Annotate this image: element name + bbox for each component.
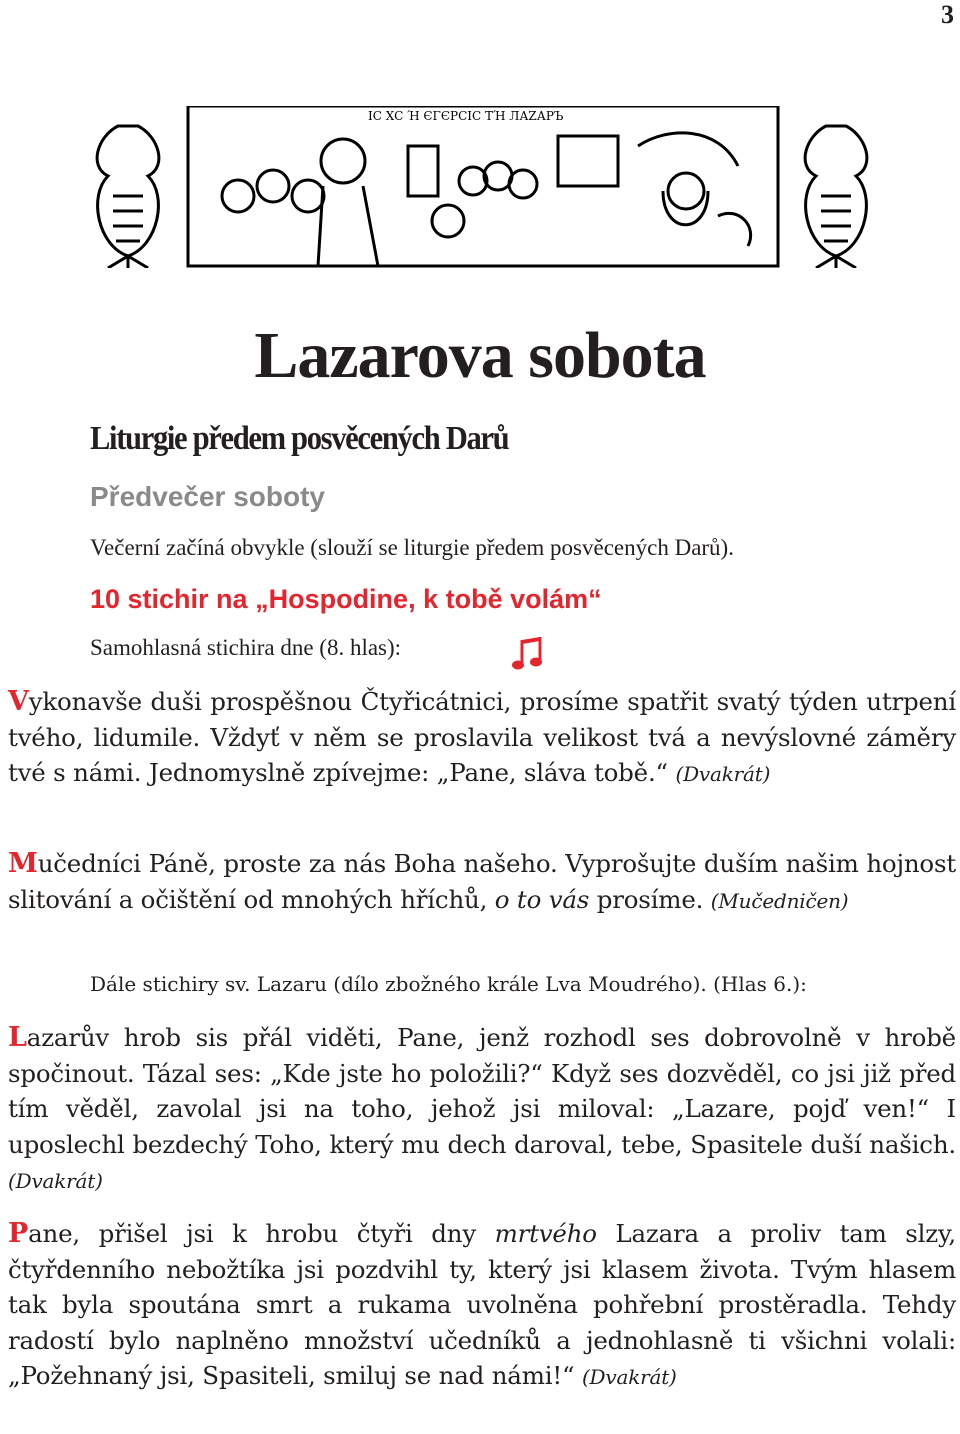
verse-italic: mrtvého (494, 1219, 597, 1248)
repeat-note: (Dvakrát) (8, 1169, 103, 1194)
verse-text: ane, přišel jsi k hrobu čtyři dny (28, 1219, 495, 1248)
stichira-heading: 10 stichir na „Hospodine, k tobě volám“ (90, 584, 602, 614)
verse-4 (8, 1216, 956, 1396)
verse-1 (8, 684, 956, 793)
verse-text: prosíme. (589, 884, 704, 914)
page-number: 3 (941, 0, 954, 29)
repeat-note: (Dvakrát) (675, 762, 771, 787)
music-note-icon (512, 636, 544, 672)
subtitle: Liturgie předem posvěcených Darů (90, 420, 509, 457)
ornament-inscription: IC XC Ή ЄΓЄРСІС ТΉ ЛАZАРЪ (368, 109, 564, 123)
section-heading: Předvečer soboty (90, 481, 325, 512)
verse-italic: o to vás (494, 884, 590, 914)
icon-illustration (78, 106, 886, 268)
drop-cap: V (8, 686, 29, 717)
verse-2 (8, 846, 956, 919)
drop-cap: P (8, 1218, 29, 1249)
drop-cap: L (8, 1022, 27, 1053)
verse-text: Lazara a proliv tam slzy, čtyřdenního nebožtíka jsi pozdvihl ty, který jsi klasem života. Tvým hlasem tak byla spoutána smrt a rukama uvolněna pohřební prostěradla. Tehdy radostí bylo naplněno množství učedníků a jednohlasně ti všichni volali: „Požehnaný jsi, Spasiteli, smiluj se nad námi!“ (8, 1219, 956, 1391)
repeat-note: (Mučedničen) (710, 888, 849, 913)
verse-text: učedníci Páně, proste za nás Boha našeho. Vyprošujte duším našim hojnost slitování a očištění od mnohých hříchů, (8, 849, 956, 914)
repeat-note: (Dvakrát) (581, 1365, 677, 1390)
intro-note: Večerní začíná obvykle (slouží se liturgie předem posvěcených Darů). (90, 535, 734, 560)
samohlasna-note: Samohlasná stichira dne (8. hlas): (90, 635, 402, 660)
verse-text: ykonavše duši prospěšnou Čtyřicátnici, prosíme spatřit svatý týden utrpení tvého, lidumile. Vždyť v něm se proslavila velikost tvá a nevýslovné záměry tvé s námi. Jednomyslně zpívejme: „Pane, sláva tobě.“ (8, 687, 956, 788)
drop-cap: M (8, 848, 38, 879)
verse-text: azarův hrob sis přál viděti, Pane, jenž rozhodl ses dobrovolně v hrobě spočinout. Tázal ses: „Kde jste ho položili?“ Když ses dozvěděl, co jsi již před tím věděl, zavolal jsi na toho, jehož jsi miloval: „Lazare, pojď ven!“ I uposlechl bezdechý Toho, který mu dech daroval, tebe, Spasitele duší našich. (8, 1023, 956, 1159)
page-title: Lazarova sobota (254, 319, 706, 392)
dale-note: Dále stichiry sv. Lazaru (dílo zbožného krále Lva Moudrého). (Hlas 6.): (90, 972, 807, 996)
verse-3 (8, 1020, 956, 1200)
